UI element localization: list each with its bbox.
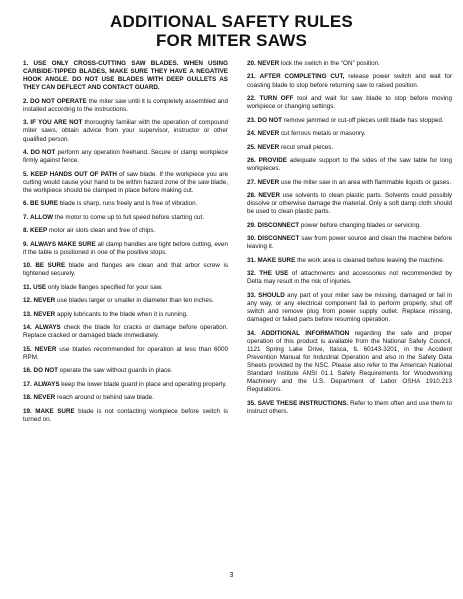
safety-rule-item bbox=[23, 284, 228, 292]
rule-number: 4. bbox=[23, 149, 29, 157]
rule-number: 23. bbox=[247, 116, 256, 124]
safety-rule-item bbox=[247, 60, 452, 68]
safety-rule-item bbox=[247, 144, 452, 152]
rule-lead: NEVER bbox=[33, 310, 56, 318]
safety-rule-item bbox=[23, 200, 228, 208]
rule-lead: AFTER COMPLETING CUT, bbox=[259, 73, 345, 81]
rule-lead: SAVE THESE INSTRUCTIONS. bbox=[257, 399, 349, 407]
rule-text: of attachments and accessories not recommended by Delta may result in the risk of injuries. bbox=[247, 270, 453, 286]
rule-lead: NEVER bbox=[258, 192, 281, 200]
rule-text: all clamp handles are tight before cutting, even if the table is positioned in one of the positive stops. bbox=[23, 240, 229, 256]
rule-number: 34. bbox=[247, 329, 256, 337]
rule-lead: MAKE SURE bbox=[35, 407, 75, 415]
rule-text: keep the lower blade guard in place and operating properly. bbox=[61, 380, 227, 388]
rule-number: 31. bbox=[247, 256, 256, 264]
rule-lead: ADDITIONAL INFORMATION bbox=[261, 329, 350, 337]
rule-text: recut small pieces. bbox=[280, 143, 334, 151]
rule-lead: KEEP bbox=[30, 227, 48, 235]
rule-text: regarding the safe and proper operation of this product is available from the National Safety Council, 1121 Spring Lake Drive, Itasca, IL 60143-3201, in the Accident Prevention Manual for Industrial Operation and also in the Safety Data Sheets provided by the NSC. Please also refer to the American National Standard Institute ANSI 01.1 Safety Requirements for Woodworking Machinery and the U.S. Department of Labor OSHA 1910.213 Regulations. bbox=[247, 329, 453, 394]
rule-text: blade is sharp, runs freely and is free of vibration. bbox=[59, 200, 198, 208]
rule-text: only blade flanges specified for your saw. bbox=[47, 283, 163, 291]
safety-rule-item bbox=[247, 257, 452, 265]
rule-text: blade is not contacting workpiece before switch is turned on. bbox=[23, 407, 228, 424]
rule-number: 19. bbox=[23, 407, 32, 415]
rule-text: power before changing blades or servicing. bbox=[300, 221, 421, 229]
rule-lead: THE USE bbox=[259, 270, 289, 278]
rule-lead: ALWAYS bbox=[34, 324, 61, 332]
rule-number: 20. bbox=[247, 60, 256, 67]
rule-lead: SHOULD bbox=[258, 291, 285, 299]
rule-number: 27. bbox=[247, 178, 256, 186]
rule-number: 10. bbox=[23, 262, 32, 270]
page-title bbox=[0, 12, 463, 50]
rule-lead: USE ONLY CROSS-CUTTING SAW BLADES. WHEN USING CARBIDE-TIPPED BLADES, MAKE SURE THEY HAVE A NEGATIVE HOOK ANGLE. DO NOT USE BLADES WITH DEEP GULLETS AS THEY CAN DEFLECT AND CONTACT GUARD. bbox=[23, 60, 228, 92]
rule-text: saw from power source and clean the machine before leaving it. bbox=[247, 235, 453, 251]
safety-rule-item bbox=[23, 171, 228, 195]
safety-rule-item bbox=[247, 192, 452, 216]
rule-lead: NEVER bbox=[33, 394, 56, 402]
safety-rule-item bbox=[23, 149, 228, 165]
rule-text: thoroughly familiar with the operation of compound miter saws, obtain advice from your supervisor, instructor or other qualified person. bbox=[23, 119, 229, 143]
safety-rule-item bbox=[247, 330, 452, 395]
rule-number: 2. bbox=[23, 97, 29, 105]
safety-rule-item bbox=[247, 117, 452, 125]
rule-text: use blades larger or smaller in diameter than ten inches. bbox=[56, 297, 214, 305]
rule-text: the motor to come up to full speed before starting cut. bbox=[54, 213, 204, 221]
rule-number: 3. bbox=[23, 119, 29, 127]
rule-number: 29. bbox=[247, 221, 256, 229]
rule-number: 11. bbox=[23, 283, 32, 291]
rule-lead: PROVIDE bbox=[258, 157, 287, 165]
rule-lead: DISCONNECT bbox=[257, 221, 300, 229]
safety-rule-item bbox=[23, 214, 228, 222]
rule-text: release power switch and wait for coasting blade to stop before returning saw to raised position. bbox=[247, 73, 453, 89]
rule-number: 6. bbox=[23, 200, 29, 208]
safety-rule-item bbox=[23, 324, 228, 340]
safety-rule-item bbox=[23, 241, 228, 257]
rule-text: check the blade for cracks or damage before operation. Replace cracked or damaged blade immediately. bbox=[23, 324, 228, 340]
rule-number: 30. bbox=[247, 235, 256, 243]
safety-rule-item bbox=[23, 381, 228, 389]
rule-lead: BE SURE bbox=[35, 262, 66, 270]
rule-text: blade and flanges are clean and that arbor screw is tightened securely. bbox=[23, 262, 228, 278]
rule-lead: NEVER bbox=[33, 297, 56, 305]
safety-rule-item bbox=[23, 98, 228, 114]
rule-lead: DO NOT bbox=[30, 149, 56, 157]
rule-lead: MAKE SURE bbox=[257, 256, 296, 264]
rule-number: 16. bbox=[23, 367, 32, 375]
rule-text: use blades recommended for operation at less than 6000 RPM. bbox=[23, 345, 229, 361]
safety-rule-item bbox=[247, 73, 452, 89]
rule-text: lock the switch in the "ON" position. bbox=[280, 60, 380, 67]
rule-number: 24. bbox=[247, 130, 256, 138]
safety-rule-item bbox=[247, 235, 452, 251]
safety-rule-item bbox=[247, 179, 452, 187]
left-column bbox=[23, 60, 228, 430]
rule-text: reach around or behind saw blade. bbox=[56, 394, 154, 402]
rule-text: the work area is cleaned before leaving the machine. bbox=[297, 256, 445, 264]
safety-rule-item bbox=[23, 394, 228, 402]
rule-number: 26. bbox=[247, 157, 256, 165]
safety-rule-item bbox=[247, 292, 452, 324]
rule-lead: ALWAYS bbox=[33, 380, 60, 388]
rule-lead: TURN OFF bbox=[259, 95, 294, 103]
rule-lead: DO NOT bbox=[257, 116, 283, 124]
rule-lead: NEVER bbox=[257, 143, 280, 151]
title-line-1: ADDITIONAL SAFETY RULES bbox=[110, 12, 353, 31]
safety-rule-item bbox=[247, 400, 452, 416]
rule-text: operate the saw without guards in place. bbox=[59, 367, 173, 375]
safety-rule-item bbox=[247, 130, 452, 138]
rule-text: use solvents to clean plastic parts. Solvents could possibly dissolve or otherwise damage the material. Only a soft damp cloth should be used to clean plastic parts. bbox=[247, 192, 453, 216]
rule-number: 9. bbox=[23, 240, 29, 248]
safety-rule-item bbox=[23, 262, 228, 278]
safety-rule-item bbox=[23, 311, 228, 319]
rule-text: apply lubricants to the blade when it is running. bbox=[56, 310, 188, 318]
rule-lead: NEVER bbox=[34, 345, 57, 353]
rule-number: 17. bbox=[23, 380, 32, 388]
safety-rule-item bbox=[23, 367, 228, 375]
rule-text: cut ferrous metals or masonry. bbox=[280, 130, 366, 138]
title-line-2: FOR MITER SAWS bbox=[155, 31, 308, 50]
rule-number: 1. bbox=[23, 60, 29, 67]
rule-number: 5. bbox=[23, 170, 29, 178]
page-number: 3 bbox=[229, 572, 234, 579]
rule-text: remove jammed or cut-off pieces until blade has stopped. bbox=[283, 116, 444, 124]
rule-lead: NEVER bbox=[257, 178, 280, 186]
rule-lead: NEVER bbox=[257, 60, 280, 67]
safety-rule-item bbox=[23, 346, 228, 362]
safety-rule-item bbox=[23, 408, 228, 424]
rule-lead: DISCONNECT bbox=[257, 235, 300, 243]
rule-lead: USE bbox=[33, 283, 47, 291]
safety-rule-item bbox=[247, 95, 452, 111]
safety-rule-item bbox=[23, 227, 228, 235]
rule-text: any part of your miter saw be missing, damaged or fail in any way, or any electrical component fail to perform properly, shut off switch and remove plug from power supply outlet. Replace missing, damaged or failed parts before resuming operation. bbox=[247, 291, 453, 324]
rule-lead: KEEP HANDS OUT OF PATH bbox=[30, 170, 117, 178]
safety-rule-item bbox=[23, 60, 228, 92]
rule-number: 12. bbox=[23, 297, 32, 305]
rule-text: tool and wait for saw blade to stop before moving workpiece or changing settings. bbox=[247, 95, 453, 111]
rule-number: 18. bbox=[23, 394, 32, 402]
rule-lead: ALWAYS MAKE SURE bbox=[30, 240, 96, 248]
rule-text: of saw blade. If the workpiece you are cutting would cause your hand to be within hazard zone of the saw blade, the workpiece should be clamped in place before making cut. bbox=[23, 170, 228, 194]
rule-lead: IF YOU ARE NOT bbox=[30, 119, 83, 127]
rule-text: use the miter saw in an area with flammable liquids or gases. bbox=[280, 178, 452, 186]
safety-rule-item bbox=[247, 222, 452, 230]
safety-rule-item bbox=[23, 119, 228, 143]
rule-number: 14. bbox=[23, 324, 32, 332]
rule-number: 28. bbox=[247, 192, 256, 200]
safety-rule-item bbox=[23, 297, 228, 305]
rule-text: motor air slots clean and free of chips. bbox=[48, 227, 156, 235]
rule-number: 32. bbox=[247, 270, 256, 278]
rule-number: 22. bbox=[247, 95, 256, 103]
rule-number: 25. bbox=[247, 143, 256, 151]
rule-number: 13. bbox=[23, 310, 32, 318]
rule-number: 21. bbox=[247, 73, 256, 81]
safety-rule-item bbox=[247, 157, 452, 173]
rule-lead: ALLOW bbox=[30, 213, 54, 221]
rule-text: the miter saw until it is completely assembled and installed according to the instructions. bbox=[23, 97, 229, 113]
rule-lead: BE SURE bbox=[30, 200, 59, 208]
rule-lead: NEVER bbox=[257, 130, 280, 138]
rule-number: 33. bbox=[247, 291, 256, 299]
rule-number: 15. bbox=[23, 345, 32, 353]
rule-text: adequate support to the sides of the saw table for long workpieces. bbox=[247, 157, 453, 173]
rule-lead: DO NOT OPERATE bbox=[30, 97, 87, 105]
rule-number: 8. bbox=[23, 227, 29, 235]
rule-lead: DO NOT bbox=[33, 367, 59, 375]
rule-text: Refer to them often and use them to instruct others. bbox=[247, 399, 453, 415]
rule-text: perform any operation freehand. Secure or clamp workpiece firmly against fence. bbox=[23, 149, 229, 165]
rule-number: 35. bbox=[247, 399, 256, 407]
safety-rule-item bbox=[247, 270, 452, 286]
rule-number: 7. bbox=[23, 213, 29, 221]
right-column bbox=[247, 60, 452, 421]
